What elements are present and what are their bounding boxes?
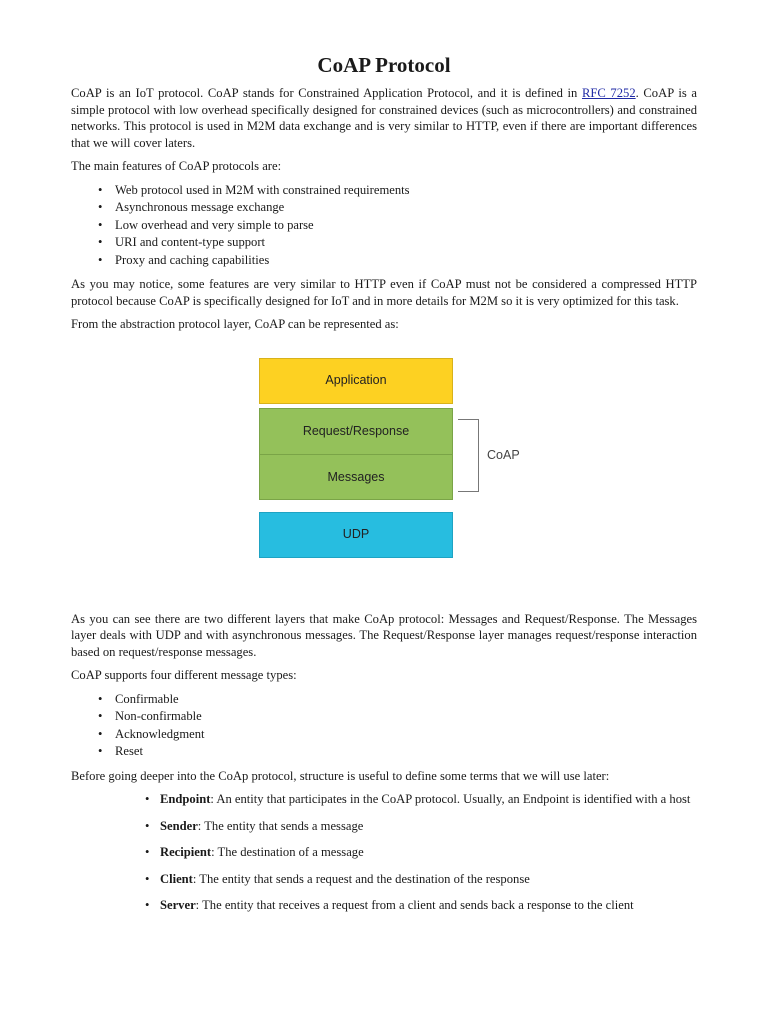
messages-label: Messages (327, 470, 385, 485)
term-item (71, 897, 697, 914)
term-definition: : The entity that sends a message (197, 818, 364, 833)
layers-paragraph: As you can see there are two different layers that make CoAp protocol: Messages and Request/Response. The Messages layer deals with UDP and with asynchronous messages. The Request/Response layer manages request/response interaction based on request/response messages. (71, 611, 697, 659)
term-item (71, 844, 697, 861)
list-item: • Web protocol used in M2M with constrained requirements (71, 182, 697, 200)
term-name: Recipient (160, 845, 212, 859)
terms-list (71, 791, 697, 914)
list-item: • Acknowledgment (71, 726, 697, 744)
features-list (71, 182, 697, 270)
application-layer (259, 358, 453, 404)
term-item (71, 871, 697, 888)
application-layer-label: Application (325, 373, 387, 388)
list-item: • Confirmable (71, 691, 697, 709)
coap-bracket-label: CoAP (487, 447, 520, 462)
features-lead: The main features of CoAP protocols are: (71, 159, 282, 173)
term-definition: : The destination of a message (211, 845, 364, 859)
coap-layers-block (259, 408, 453, 500)
term-item (71, 791, 697, 808)
term-name: Sender (160, 818, 198, 833)
message-types-list (71, 691, 697, 761)
term-name: Server (160, 898, 196, 912)
document-body (71, 52, 697, 924)
list-item: • Low overhead and very simple to parse (71, 217, 697, 235)
term-item (71, 818, 697, 835)
intro-paragraph (71, 85, 697, 151)
request-response-label: Request/Response (302, 423, 410, 438)
request-response-layer (260, 409, 452, 454)
udp-layer (259, 512, 453, 558)
udp-layer-label: UDP (342, 527, 370, 542)
term-name: Endpoint (160, 792, 211, 806)
terms-lead: Before going deeper into the CoAp protocol, structure is useful to define some terms that we will use later: (71, 768, 610, 783)
term-definition: : The entity that receives a request from a client and sends back a response to the client (195, 898, 634, 912)
intro-text-before-link: CoAP is an IoT protocol. CoAP stands for Constrained Application Protocol, and it is defined in (71, 86, 582, 100)
list-item: • Reset (71, 743, 697, 761)
term-name: Client (160, 871, 193, 886)
rfc-7252-link[interactable]: RFC 7252 (581, 86, 636, 100)
abstraction-paragraph: From the abstraction protocol layer, CoAP can be represented as: (71, 317, 399, 331)
types-lead: CoAP supports four different message types: (71, 668, 297, 682)
coap-layer-diagram (71, 343, 697, 603)
list-item: • Asynchronous message exchange (71, 199, 697, 217)
messages-layer (260, 454, 452, 501)
term-definition: : The entity that sends a request and the destination of the response (192, 871, 530, 886)
page-title: CoAP Protocol (317, 53, 451, 77)
list-item: • URI and content-type support (71, 234, 697, 252)
list-item: • Proxy and caching capabilities (71, 252, 697, 270)
notice-paragraph: As you may notice, some features are very similar to HTTP even if CoAP must not be considered a compressed HTTP protocol because CoAP is specifically designed for IoT and in more details for M2M so it is very optimized for this task. (71, 277, 697, 308)
list-item: • Non-confirmable (71, 708, 697, 726)
term-definition: : An entity that participates in the CoAP protocol. Usually, an Endpoint is identified with a host (210, 792, 691, 806)
intro-text-after-link: . CoAP is a simple protocol with low overhead specifically designed for constrained devices (such as microcontrollers) and constrained networks. This protocol is used in M2M data exchange and is very similar to HTTP, even if there are important differences that we will cover laters. (71, 86, 698, 150)
coap-bracket (458, 419, 479, 492)
